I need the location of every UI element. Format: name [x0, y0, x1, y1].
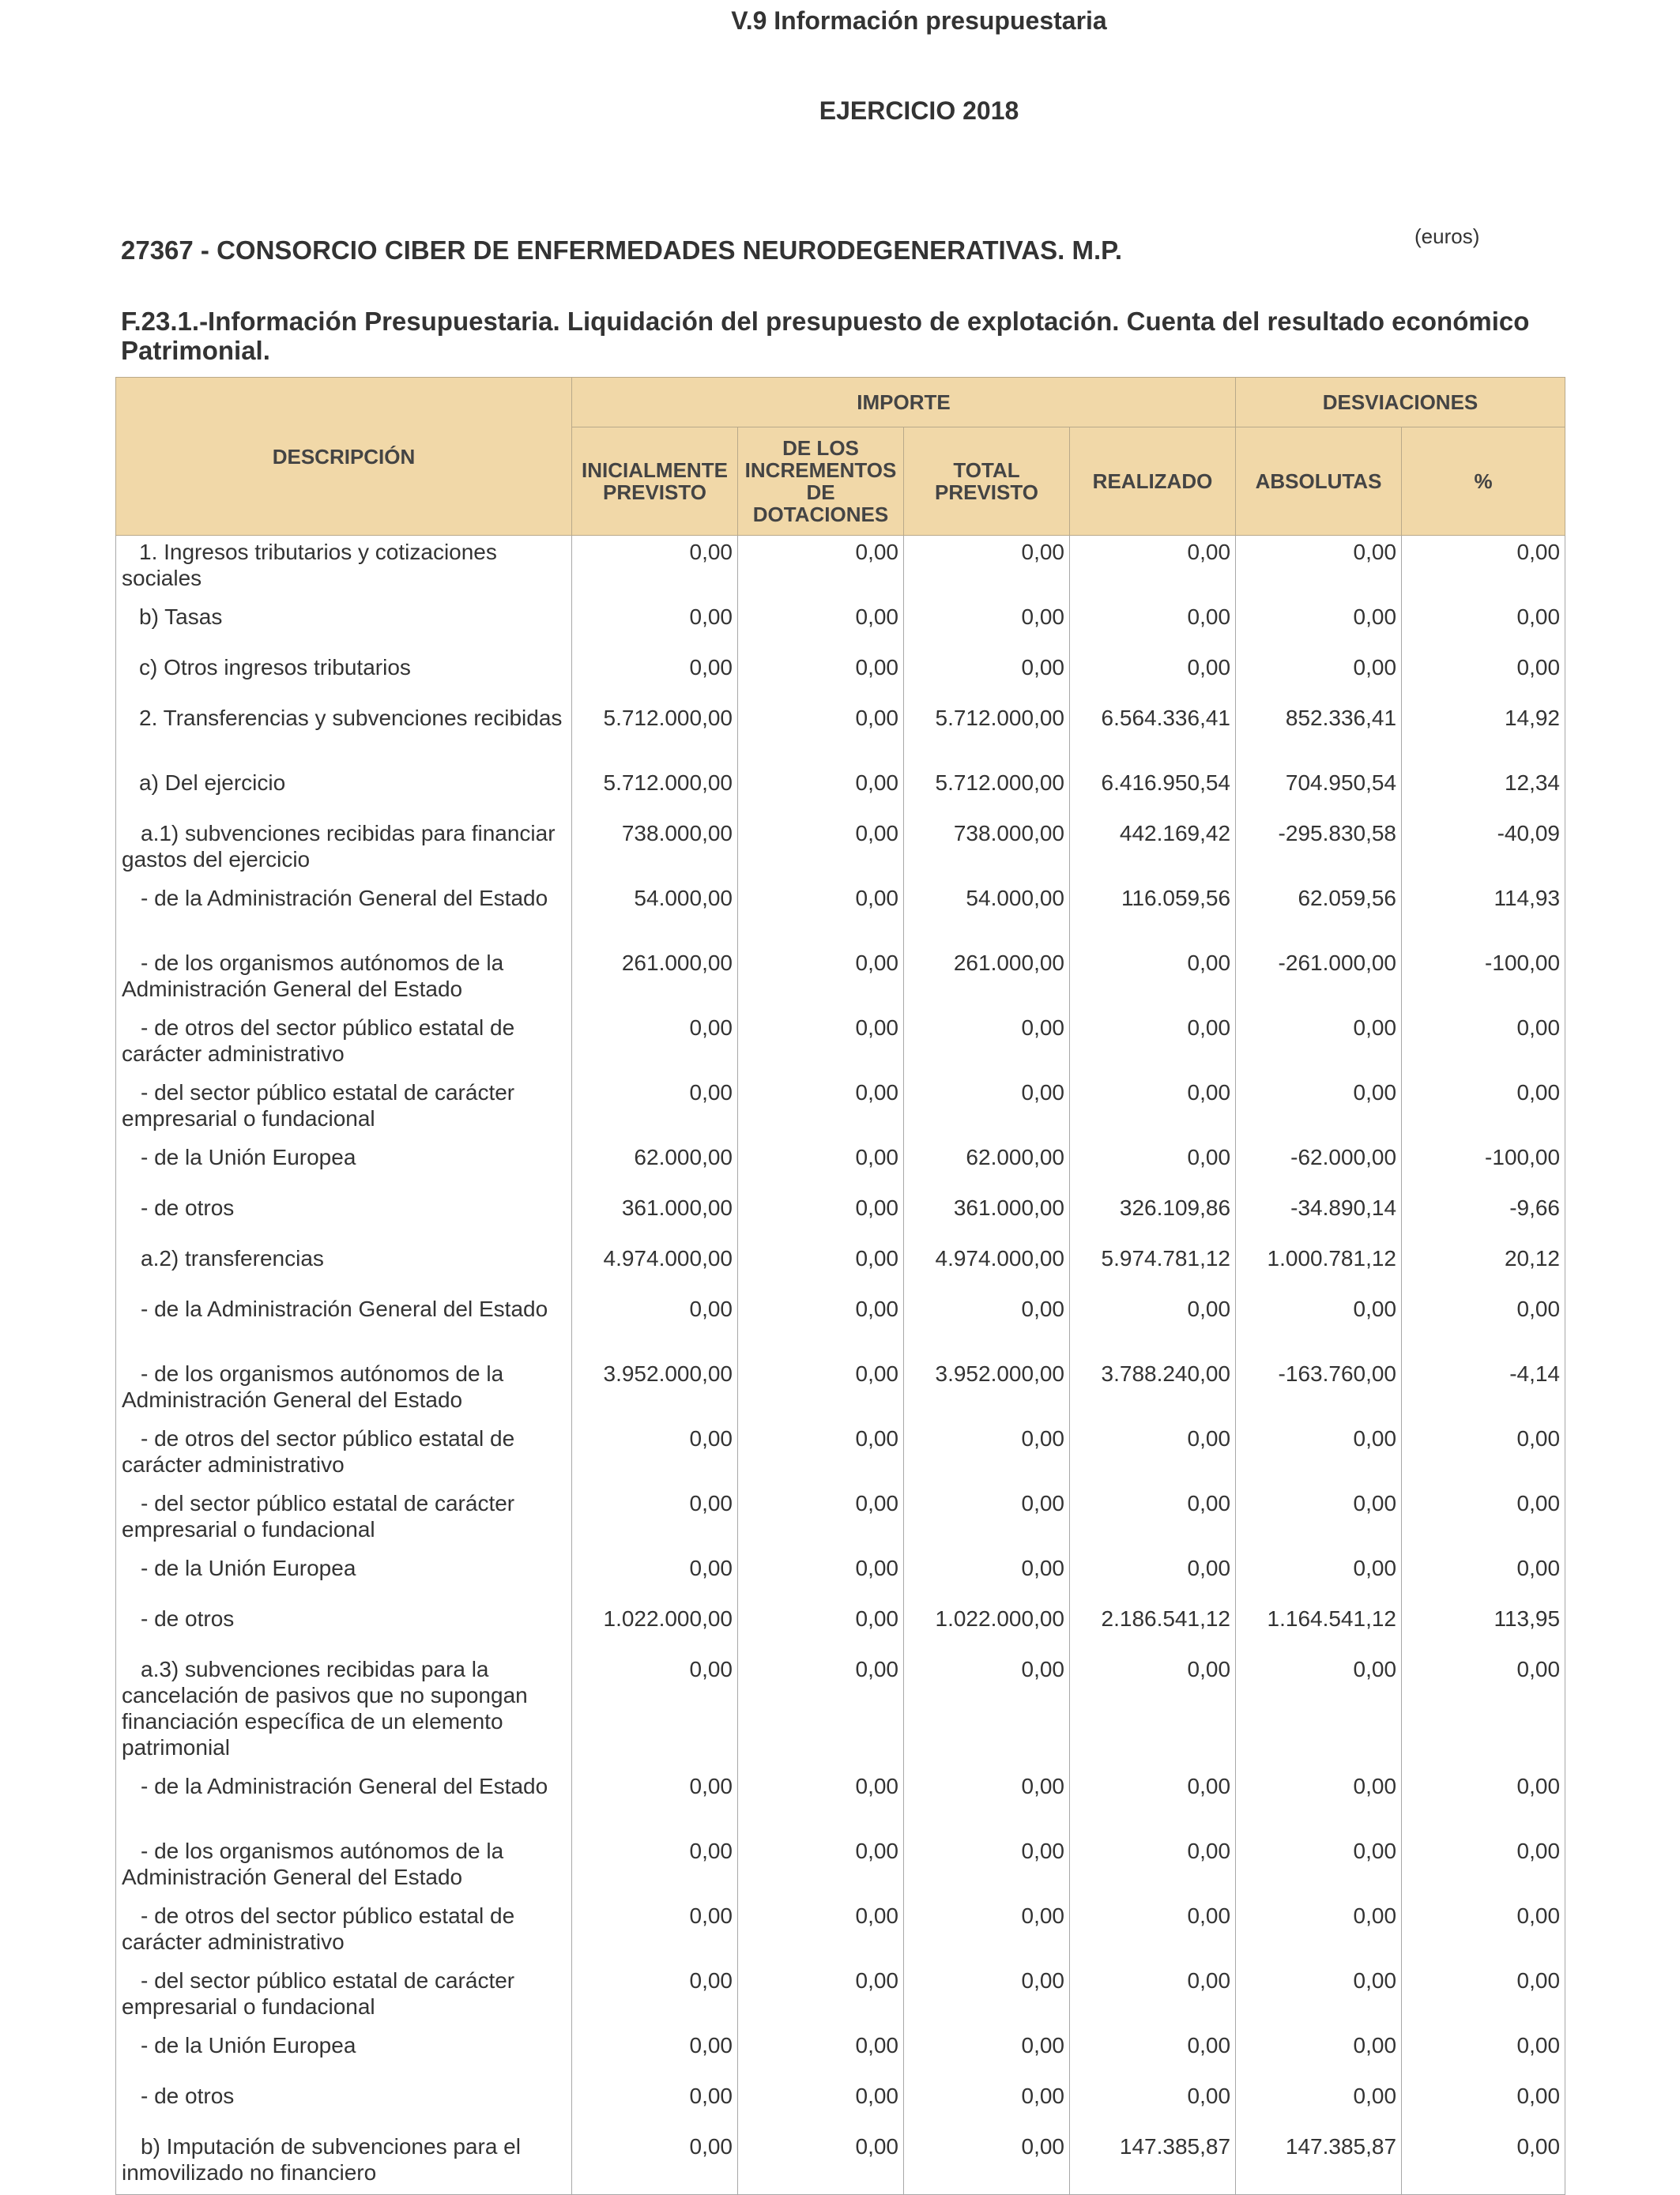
cell-inicialmente-previsto: 0,00: [572, 536, 738, 601]
row-description: [116, 651, 572, 702]
cell-absolutas: 0,00: [1236, 651, 1402, 702]
row-description-text: - de otros: [141, 1195, 235, 1220]
cell-realizado: 0,00: [1070, 1653, 1236, 1770]
header-desviaciones: DESVIACIONES: [1236, 378, 1565, 427]
table-row: [116, 1293, 1565, 1357]
cell-total-previsto: 0,00: [904, 1076, 1070, 1141]
cell-inicialmente-previsto: 4.974.000,00: [572, 1242, 738, 1293]
units-label: (euros): [1414, 224, 1480, 248]
table-row: [116, 1076, 1565, 1141]
cell-inicialmente-previsto: 1.022.000,00: [572, 1602, 738, 1653]
cell-total-previsto: 3.952.000,00: [904, 1357, 1070, 1422]
cell-porcentaje: 0,00: [1402, 1899, 1565, 1964]
row-description: [116, 2029, 572, 2080]
row-description-text: - del sector público estatal de carácter empresarial o fundacional: [122, 1079, 515, 1131]
cell-total-previsto: 0,00: [904, 1964, 1070, 2029]
cell-inicialmente-previsto: 0,00: [572, 1422, 738, 1487]
row-description: [116, 2130, 572, 2195]
entity-title: 27367 - CONSORCIO CIBER DE ENFERMEDADES NEURODEGENERATIVAS. M.P.: [121, 235, 1123, 265]
cell-porcentaje: 0,00: [1402, 536, 1565, 601]
cell-total-previsto: 361.000,00: [904, 1192, 1070, 1242]
cell-total-previsto: 5.712.000,00: [904, 766, 1070, 817]
cell-inicialmente-previsto: 0,00: [572, 1293, 738, 1357]
table-row: [116, 651, 1565, 702]
row-description: [116, 1192, 572, 1242]
cell-total-previsto: 738.000,00: [904, 817, 1070, 882]
row-description-text: - de la Administración General del Estado: [141, 1773, 548, 1798]
cell-realizado: 3.788.240,00: [1070, 1357, 1236, 1422]
row-description-text: c) Otros ingresos tributarios: [139, 654, 411, 680]
cell-absolutas: -295.830,58: [1236, 817, 1402, 882]
cell-incrementos: 0,00: [738, 1357, 904, 1422]
cell-inicialmente-previsto: 0,00: [572, 601, 738, 651]
row-description-text: - del sector público estatal de carácter empresarial o fundacional: [122, 1967, 515, 2019]
row-description: [116, 1770, 572, 1835]
table-row: [116, 2130, 1565, 2195]
row-description: [116, 1141, 572, 1192]
cell-inicialmente-previsto: 0,00: [572, 2130, 738, 2195]
cell-absolutas: 852.336,41: [1236, 702, 1402, 766]
header-realizado: REALIZADO: [1070, 427, 1236, 536]
cell-inicialmente-previsto: 0,00: [572, 1899, 738, 1964]
cell-total-previsto: 0,00: [904, 1552, 1070, 1602]
row-description: [116, 1602, 572, 1653]
cell-absolutas: 0,00: [1236, 1552, 1402, 1602]
cell-incrementos: 0,00: [738, 1487, 904, 1552]
table-row: [116, 1242, 1565, 1293]
cell-incrementos: 0,00: [738, 601, 904, 651]
cell-total-previsto: 0,00: [904, 1835, 1070, 1899]
cell-absolutas: 0,00: [1236, 1899, 1402, 1964]
cell-incrementos: 0,00: [738, 817, 904, 882]
table-row: [116, 536, 1565, 601]
cell-porcentaje: 0,00: [1402, 2029, 1565, 2080]
cell-incrementos: 0,00: [738, 1141, 904, 1192]
cell-total-previsto: 0,00: [904, 2080, 1070, 2130]
row-description: [116, 947, 572, 1011]
header-total-previsto: TOTAL PREVISTO: [904, 427, 1070, 536]
cell-inicialmente-previsto: 0,00: [572, 1964, 738, 2029]
row-description-text: - de la Administración General del Estado: [141, 1296, 548, 1321]
row-description-text: - de otros del sector público estatal de carácter administrativo: [122, 1425, 515, 1477]
cell-total-previsto: 0,00: [904, 1011, 1070, 1076]
cell-porcentaje: 0,00: [1402, 2130, 1565, 2195]
cell-realizado: 326.109,86: [1070, 1192, 1236, 1242]
cell-porcentaje: -100,00: [1402, 947, 1565, 1011]
cell-absolutas: 0,00: [1236, 2080, 1402, 2130]
cell-inicialmente-previsto: 361.000,00: [572, 1192, 738, 1242]
cell-realizado: 0,00: [1070, 1964, 1236, 2029]
cell-porcentaje: -9,66: [1402, 1192, 1565, 1242]
cell-incrementos: 0,00: [738, 1011, 904, 1076]
section-title: V.9 Información presupuestaria: [731, 6, 1107, 35]
cell-incrementos: 0,00: [738, 1964, 904, 2029]
table-row: [116, 1770, 1565, 1835]
cell-absolutas: 0,00: [1236, 2029, 1402, 2080]
cell-inicialmente-previsto: 0,00: [572, 1076, 738, 1141]
cell-total-previsto: 261.000,00: [904, 947, 1070, 1011]
header-descripcion: DESCRIPCIÓN: [116, 378, 572, 536]
cell-incrementos: 0,00: [738, 1242, 904, 1293]
table-row: [116, 1899, 1565, 1964]
cell-absolutas: 0,00: [1236, 601, 1402, 651]
cell-absolutas: 0,00: [1236, 1076, 1402, 1141]
cell-inicialmente-previsto: 0,00: [572, 2029, 738, 2080]
cell-porcentaje: 20,12: [1402, 1242, 1565, 1293]
header-importe: IMPORTE: [572, 378, 1236, 427]
cell-porcentaje: 0,00: [1402, 1076, 1565, 1141]
row-description: [116, 882, 572, 947]
cell-incrementos: 0,00: [738, 536, 904, 601]
cell-incrementos: 0,00: [738, 1293, 904, 1357]
cell-total-previsto: 0,00: [904, 1293, 1070, 1357]
cell-incrementos: 0,00: [738, 1899, 904, 1964]
cell-total-previsto: 1.022.000,00: [904, 1602, 1070, 1653]
row-description: [116, 1011, 572, 1076]
row-description: [116, 702, 572, 766]
cell-incrementos: 0,00: [738, 1422, 904, 1487]
table-row: [116, 1011, 1565, 1076]
row-description: [116, 2080, 572, 2130]
row-description-text: a.3) subvenciones recibidas para la cancelación de pasivos que no supongan financiación específica de un elemento patrimonial: [122, 1656, 528, 1760]
cell-incrementos: 0,00: [738, 702, 904, 766]
cell-absolutas: 147.385,87: [1236, 2130, 1402, 2195]
cell-realizado: 0,00: [1070, 1011, 1236, 1076]
row-description-text: - de otros del sector público estatal de carácter administrativo: [122, 1903, 515, 1954]
cell-inicialmente-previsto: 0,00: [572, 1552, 738, 1602]
row-description: [116, 1242, 572, 1293]
cell-porcentaje: 12,34: [1402, 766, 1565, 817]
cell-realizado: 0,00: [1070, 1422, 1236, 1487]
cell-realizado: 0,00: [1070, 1141, 1236, 1192]
table-row: [116, 1357, 1565, 1422]
cell-porcentaje: 0,00: [1402, 1653, 1565, 1770]
row-description-text: - del sector público estatal de carácter empresarial o fundacional: [122, 1490, 515, 1542]
cell-absolutas: 0,00: [1236, 1770, 1402, 1835]
cell-incrementos: 0,00: [738, 2029, 904, 2080]
table-row: [116, 2029, 1565, 2080]
cell-total-previsto: 0,00: [904, 1422, 1070, 1487]
row-description: [116, 536, 572, 601]
cell-inicialmente-previsto: 5.712.000,00: [572, 702, 738, 766]
row-description-text: - de la Unión Europea: [141, 1555, 356, 1580]
row-description-text: - de los organismos autónomos de la Administración General del Estado: [122, 1361, 504, 1412]
table-row: [116, 766, 1565, 817]
row-description: [116, 1076, 572, 1141]
cell-porcentaje: 0,00: [1402, 1835, 1565, 1899]
header-inicialmente-previsto: INICIALMENTE PREVISTO: [572, 427, 738, 536]
table-row: [116, 1653, 1565, 1770]
cell-inicialmente-previsto: 5.712.000,00: [572, 766, 738, 817]
row-description: [116, 1357, 572, 1422]
table-row: [116, 2080, 1565, 2130]
cell-incrementos: 0,00: [738, 2080, 904, 2130]
cell-realizado: 147.385,87: [1070, 2130, 1236, 2195]
cell-realizado: 5.974.781,12: [1070, 1242, 1236, 1293]
cell-total-previsto: 0,00: [904, 2029, 1070, 2080]
table-row: [116, 1487, 1565, 1552]
row-description-text: - de la Administración General del Estado: [141, 885, 548, 910]
row-description-text: - de otros del sector público estatal de carácter administrativo: [122, 1015, 515, 1066]
row-description: [116, 601, 572, 651]
cell-inicialmente-previsto: 0,00: [572, 651, 738, 702]
cell-inicialmente-previsto: 62.000,00: [572, 1141, 738, 1192]
cell-absolutas: -163.760,00: [1236, 1357, 1402, 1422]
cell-porcentaje: 0,00: [1402, 1552, 1565, 1602]
cell-realizado: 0,00: [1070, 1835, 1236, 1899]
cell-absolutas: 0,00: [1236, 1011, 1402, 1076]
cell-inicialmente-previsto: 0,00: [572, 1487, 738, 1552]
table-row: [116, 947, 1565, 1011]
cell-absolutas: -34.890,14: [1236, 1192, 1402, 1242]
cell-inicialmente-previsto: 738.000,00: [572, 817, 738, 882]
header-porcentaje: %: [1402, 427, 1565, 536]
row-description-text: a.2) transferencias: [141, 1245, 324, 1271]
cell-absolutas: 1.000.781,12: [1236, 1242, 1402, 1293]
table-row: [116, 601, 1565, 651]
cell-incrementos: 0,00: [738, 882, 904, 947]
cell-realizado: 116.059,56: [1070, 882, 1236, 947]
cell-porcentaje: 0,00: [1402, 601, 1565, 651]
cell-inicialmente-previsto: 0,00: [572, 1770, 738, 1835]
cell-absolutas: 62.059,56: [1236, 882, 1402, 947]
cell-incrementos: 0,00: [738, 1835, 904, 1899]
cell-absolutas: 0,00: [1236, 1653, 1402, 1770]
cell-incrementos: 0,00: [738, 1552, 904, 1602]
table-row: [116, 1602, 1565, 1653]
cell-realizado: 6.416.950,54: [1070, 766, 1236, 817]
cell-realizado: 0,00: [1070, 651, 1236, 702]
table-row: [116, 817, 1565, 882]
cell-absolutas: 0,00: [1236, 1293, 1402, 1357]
table-row: [116, 1964, 1565, 2029]
cell-porcentaje: -100,00: [1402, 1141, 1565, 1192]
cell-total-previsto: 0,00: [904, 1487, 1070, 1552]
cell-incrementos: 0,00: [738, 2130, 904, 2195]
cell-incrementos: 0,00: [738, 1076, 904, 1141]
cell-absolutas: 704.950,54: [1236, 766, 1402, 817]
cell-total-previsto: 0,00: [904, 1899, 1070, 1964]
cell-absolutas: -261.000,00: [1236, 947, 1402, 1011]
header-absolutas: ABSOLUTAS: [1236, 427, 1402, 536]
cell-total-previsto: 54.000,00: [904, 882, 1070, 947]
cell-realizado: 2.186.541,12: [1070, 1602, 1236, 1653]
cell-porcentaje: 113,95: [1402, 1602, 1565, 1653]
table-body: [116, 536, 1565, 2195]
row-description: [116, 1422, 572, 1487]
row-description-text: a.1) subvenciones recibidas para financiar gastos del ejercicio: [122, 820, 556, 872]
cell-porcentaje: 0,00: [1402, 1770, 1565, 1835]
table-row: [116, 1141, 1565, 1192]
row-description-text: - de los organismos autónomos de la Administración General del Estado: [122, 950, 504, 1001]
cell-absolutas: 0,00: [1236, 1964, 1402, 2029]
cell-incrementos: 0,00: [738, 1192, 904, 1242]
cell-realizado: 0,00: [1070, 2080, 1236, 2130]
cell-total-previsto: 0,00: [904, 2130, 1070, 2195]
cell-porcentaje: 0,00: [1402, 2080, 1565, 2130]
cell-absolutas: 0,00: [1236, 1487, 1402, 1552]
cell-inicialmente-previsto: 0,00: [572, 2080, 738, 2130]
row-description-text: b) Tasas: [139, 604, 223, 629]
cell-inicialmente-previsto: 261.000,00: [572, 947, 738, 1011]
table-row: [116, 1835, 1565, 1899]
table-row: [116, 702, 1565, 766]
table-row: [116, 1552, 1565, 1602]
cell-absolutas: -62.000,00: [1236, 1141, 1402, 1192]
cell-absolutas: 0,00: [1236, 1835, 1402, 1899]
table-row: [116, 1422, 1565, 1487]
cell-inicialmente-previsto: 54.000,00: [572, 882, 738, 947]
cell-realizado: 6.564.336,41: [1070, 702, 1236, 766]
cell-incrementos: 0,00: [738, 1602, 904, 1653]
table-row: [116, 1192, 1565, 1242]
row-description: [116, 1964, 572, 2029]
cell-porcentaje: 14,92: [1402, 702, 1565, 766]
exercise-year: EJERCICIO 2018: [819, 96, 1019, 125]
cell-incrementos: 0,00: [738, 1653, 904, 1770]
row-description-text: - de otros: [141, 1606, 235, 1631]
cell-porcentaje: 114,93: [1402, 882, 1565, 947]
cell-total-previsto: 4.974.000,00: [904, 1242, 1070, 1293]
cell-realizado: 0,00: [1070, 1293, 1236, 1357]
cell-realizado: 0,00: [1070, 2029, 1236, 2080]
table-row: [116, 882, 1565, 947]
cell-realizado: 0,00: [1070, 536, 1236, 601]
row-description-text: 2. Transferencias y subvenciones recibidas: [139, 705, 563, 730]
cell-porcentaje: 0,00: [1402, 1011, 1565, 1076]
row-description-text: - de la Unión Europea: [141, 2032, 356, 2058]
row-description: [116, 817, 572, 882]
cell-total-previsto: 5.712.000,00: [904, 702, 1070, 766]
cell-incrementos: 0,00: [738, 651, 904, 702]
cell-inicialmente-previsto: 0,00: [572, 1835, 738, 1899]
cell-porcentaje: 0,00: [1402, 1487, 1565, 1552]
row-description: [116, 1899, 572, 1964]
row-description: [116, 1835, 572, 1899]
cell-total-previsto: 0,00: [904, 601, 1070, 651]
table-header: [116, 378, 1565, 536]
cell-porcentaje: 0,00: [1402, 651, 1565, 702]
cell-realizado: 0,00: [1070, 1552, 1236, 1602]
cell-realizado: 0,00: [1070, 601, 1236, 651]
cell-total-previsto: 0,00: [904, 1653, 1070, 1770]
cell-realizado: 442.169,42: [1070, 817, 1236, 882]
header-incrementos: DE LOS INCREMENTOS DE DOTACIONES: [738, 427, 904, 536]
cell-realizado: 0,00: [1070, 1076, 1236, 1141]
row-description-text: 1. Ingresos tributarios y cotizaciones sociales: [122, 540, 497, 590]
cell-porcentaje: -40,09: [1402, 817, 1565, 882]
cell-total-previsto: 62.000,00: [904, 1141, 1070, 1192]
budget-table: [115, 377, 1565, 2195]
cell-total-previsto: 0,00: [904, 1770, 1070, 1835]
cell-absolutas: 1.164.541,12: [1236, 1602, 1402, 1653]
cell-porcentaje: -4,14: [1402, 1357, 1565, 1422]
row-description: [116, 1653, 572, 1770]
cell-porcentaje: 0,00: [1402, 1293, 1565, 1357]
row-description-text: - de los organismos autónomos de la Administración General del Estado: [122, 1838, 504, 1889]
cell-porcentaje: 0,00: [1402, 1422, 1565, 1487]
cell-porcentaje: 0,00: [1402, 1964, 1565, 2029]
cell-inicialmente-previsto: 3.952.000,00: [572, 1357, 738, 1422]
cell-inicialmente-previsto: 0,00: [572, 1011, 738, 1076]
row-description-text: - de la Unión Europea: [141, 1144, 356, 1169]
cell-realizado: 0,00: [1070, 1770, 1236, 1835]
row-description: [116, 1293, 572, 1357]
form-title: F.23.1.-Información Presupuestaria. Liquidación del presupuesto de explotación. Cuenta del resultado económico Patrimonial.: [121, 307, 1530, 365]
row-description: [116, 1552, 572, 1602]
cell-total-previsto: 0,00: [904, 536, 1070, 601]
row-description-text: a) Del ejercicio: [139, 770, 286, 795]
cell-incrementos: 0,00: [738, 766, 904, 817]
cell-total-previsto: 0,00: [904, 651, 1070, 702]
cell-realizado: 0,00: [1070, 1487, 1236, 1552]
cell-incrementos: 0,00: [738, 947, 904, 1011]
row-description: [116, 1487, 572, 1552]
cell-inicialmente-previsto: 0,00: [572, 1653, 738, 1770]
cell-realizado: 0,00: [1070, 1899, 1236, 1964]
row-description-text: - de otros: [141, 2083, 235, 2108]
cell-incrementos: 0,00: [738, 1770, 904, 1835]
cell-realizado: 0,00: [1070, 947, 1236, 1011]
cell-absolutas: 0,00: [1236, 1422, 1402, 1487]
row-description-text: b) Imputación de subvenciones para el inmovilizado no financiero: [122, 2133, 521, 2185]
cell-absolutas: 0,00: [1236, 536, 1402, 601]
row-description: [116, 766, 572, 817]
